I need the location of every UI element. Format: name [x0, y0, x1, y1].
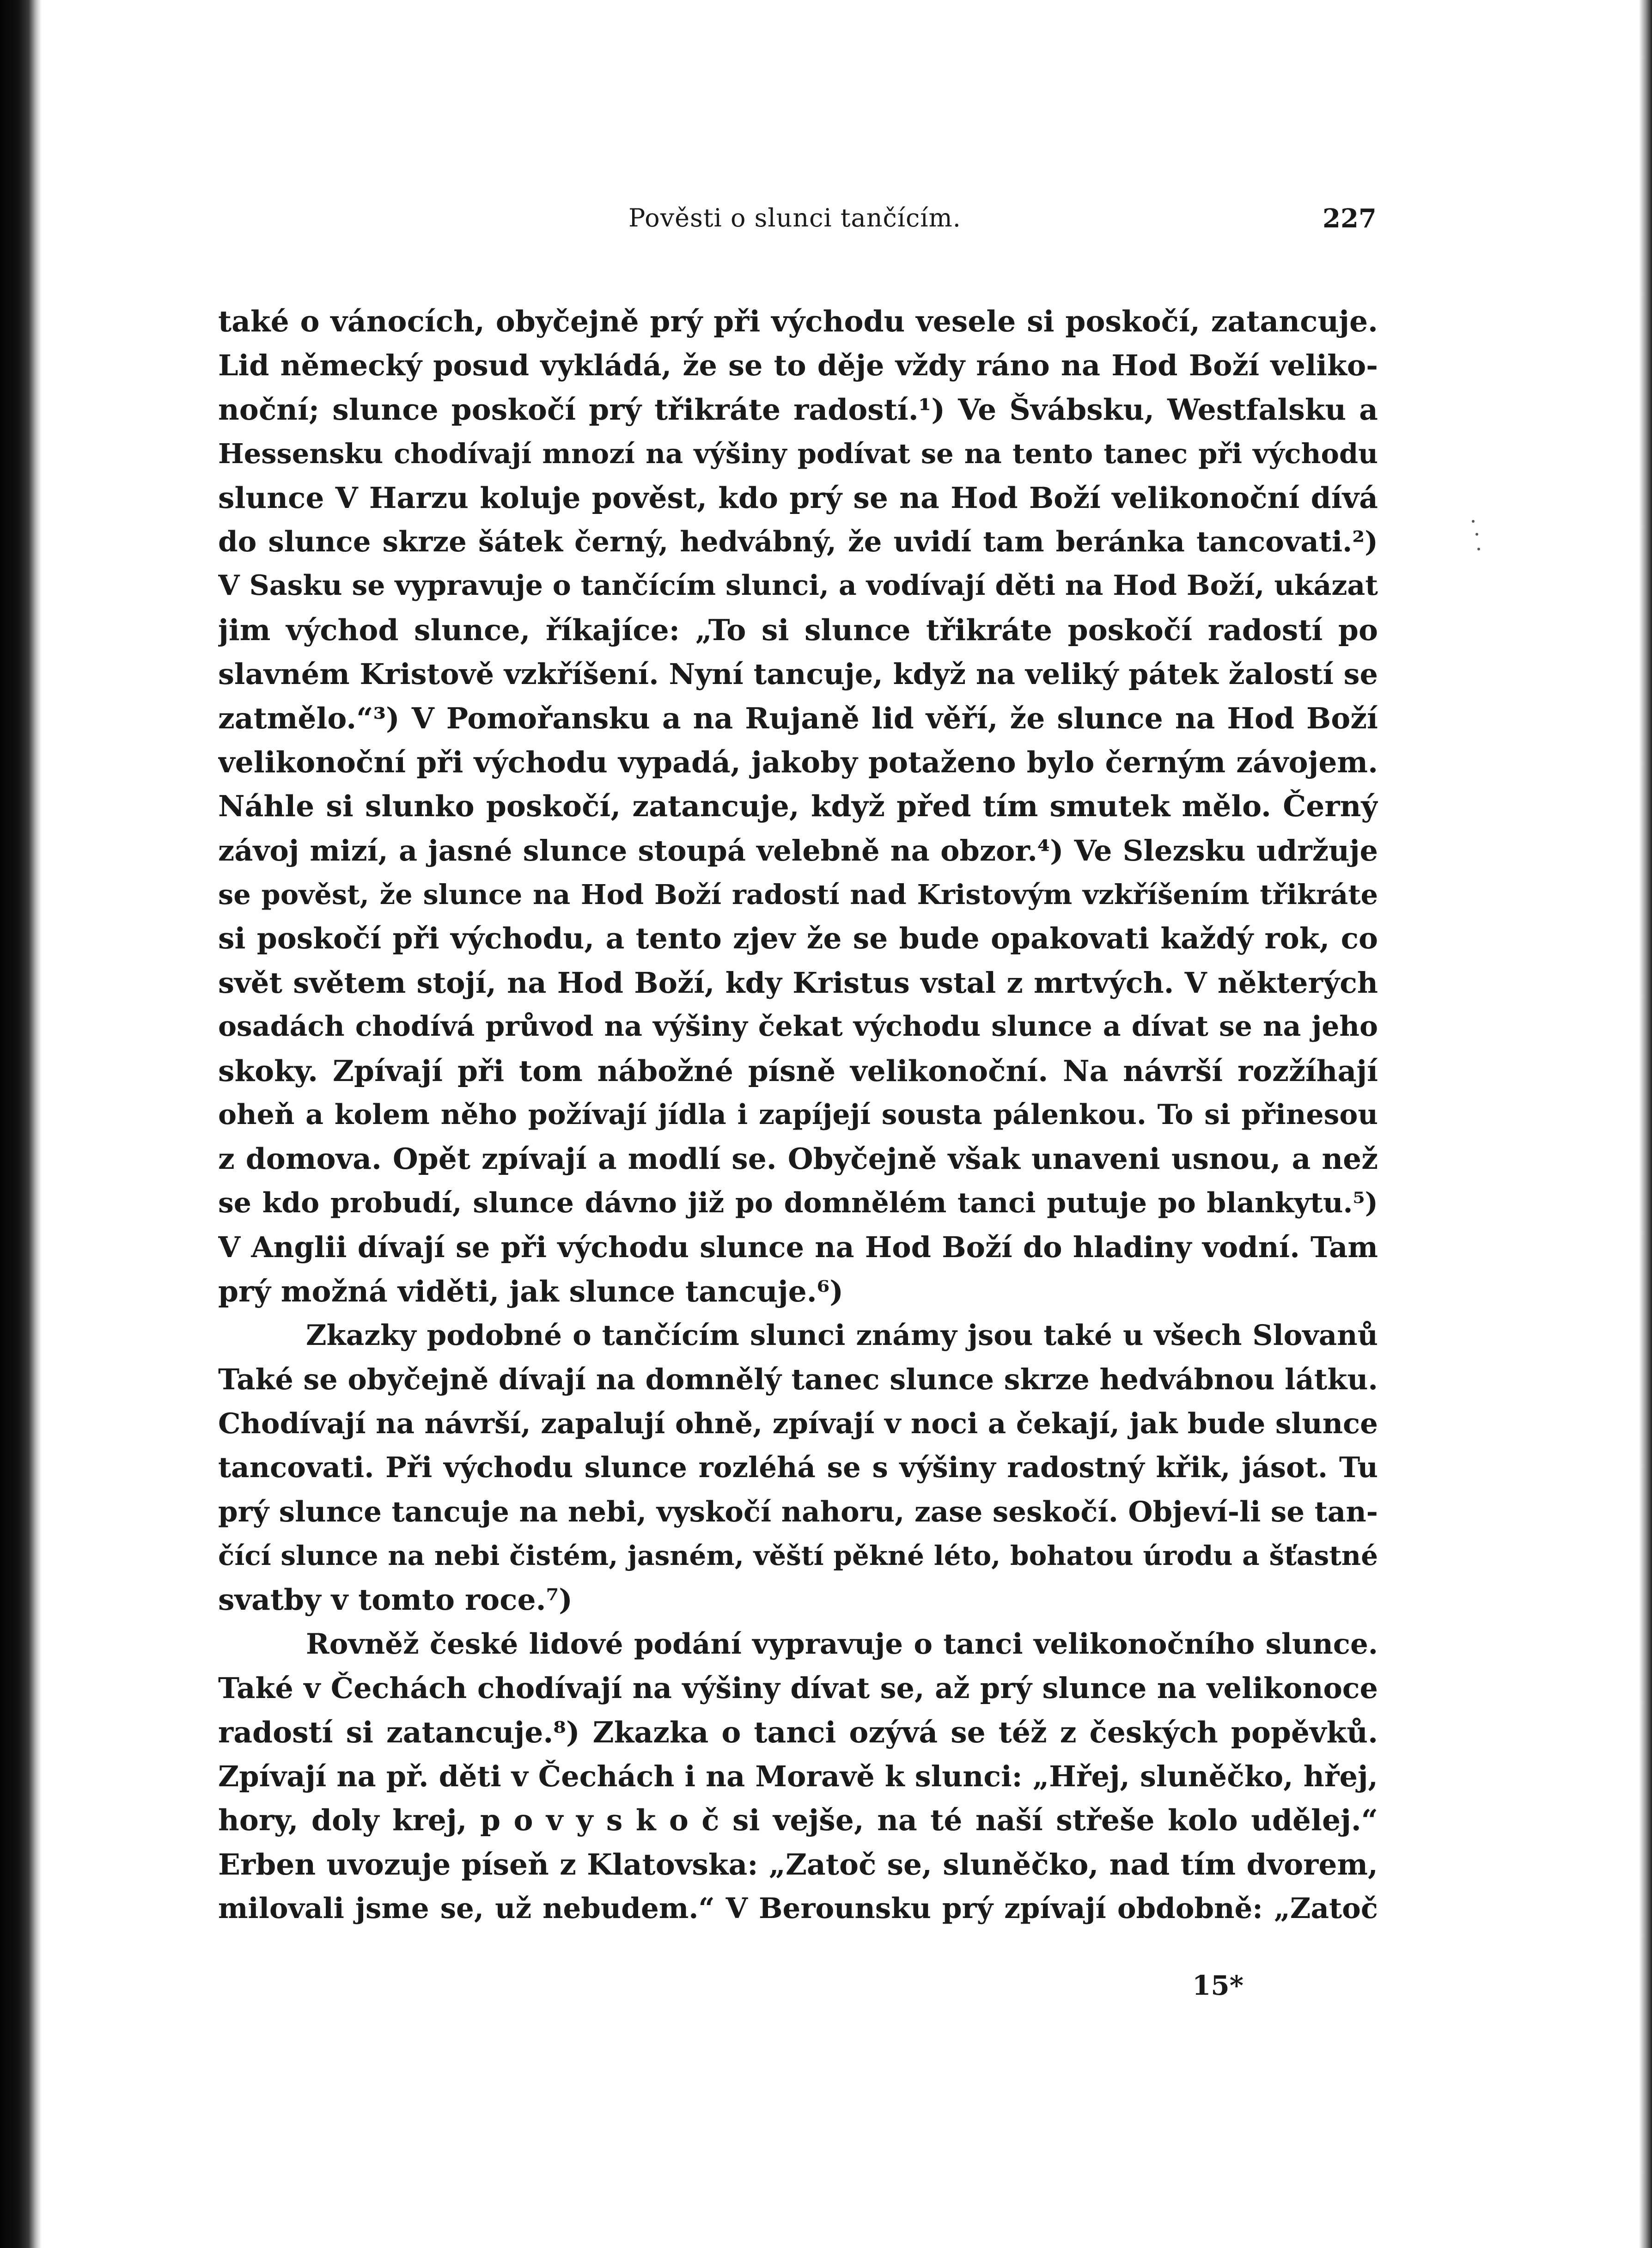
text-line: Lid německý posud vykládá, že se to děje vždy ráno na Hod Boží veliko- — [218, 348, 1378, 383]
text-line: Také se obyčejně dívají na domnělý tanec slunce skrze hedvábnou látku. — [218, 1362, 1378, 1397]
signature-mark: 15* — [1192, 1970, 1244, 2001]
text-line: noční; slunce poskočí prý třikráte radostí.¹) Ve Švábsku, Westfalsku a — [218, 392, 1378, 427]
text-line: jim východ slunce, říkajíce: „To si slunce třikráte poskočí radostí po — [218, 612, 1378, 647]
text-line: oheň a kolem něho požívají jídla i zapíjejí sousta pálenkou. To si přinesou — [218, 1099, 1378, 1131]
text-line: velikonoční při východu vypadá, jakoby potaženo bylo černým závojem. — [218, 745, 1378, 779]
text-line: svět světem stojí, na Hod Boží, kdy Kristus vstal z mrtvých. V některých — [218, 965, 1378, 1000]
text-line: Zkazky podobné o tančícím slunci známy jsou také u všech Slovanů — [306, 1319, 1378, 1352]
text-line: Hessensku chodívají mnozí na výšiny podívat se na tento tanec při východu — [218, 438, 1378, 470]
text-line: se kdo probudí, slunce dávno již po domnělém tanci putuje po blankytu.⁵) — [218, 1186, 1378, 1219]
page-number: 227 — [1323, 203, 1377, 234]
text-line: milovali jsme se, už nebudem.“ V Berounsku prý zpívají obdobně: „Zatoč — [218, 1892, 1378, 1925]
text-line: prý slunce tancuje na nebi, vyskočí nahoru, zase seskočí. Objeví-li se tan- — [218, 1495, 1378, 1528]
text-line: tancovati. Při východu slunce rozléhá se s výšiny radostný křik, jásot. Tu — [218, 1451, 1378, 1484]
page-edge-shadow — [1639, 0, 1652, 2248]
text-line: radostí si zatancuje.⁸) Zkazka o tanci ozývá se též z českých popěvků. — [218, 1715, 1378, 1749]
running-header — [0, 203, 1652, 245]
text-line: do slunce skrze šátek černý, hedvábný, že uvidí tam beránka tancovati.²) — [218, 525, 1378, 558]
text-line: svatby v tomto roce.⁷) — [218, 1582, 573, 1617]
body-text — [218, 299, 1378, 1930]
text-line: skoky. Zpívají při tom nábožné písně velikonoční. Na návrší rozžíhají — [218, 1053, 1378, 1088]
binding-edge-shadow — [0, 0, 42, 2248]
text-line: závoj mizí, a jasné slunce stoupá velebně na obzor.⁴) Ve Slezsku udržuje — [218, 833, 1378, 867]
text-line: si poskočí při východu, a tento zjev že se bude opakovati každý rok, co — [218, 921, 1378, 956]
text-line: Chodívají na návrší, zapalují ohně, zpívají v noci a čekají, jak bude slunce — [218, 1407, 1378, 1440]
text-line: Náhle si slunko poskočí, zatancuje, když před tím smutek mělo. Černý — [218, 789, 1378, 824]
text-line: Zpívají na př. děti v Čechách i na Moravě k slunci: „Hřej, sluněčko, hřej, — [218, 1759, 1378, 1793]
text-line: čící slunce na nebi čistém, jasném, věští pěkné léto, bohatou úrodu a šťastné — [218, 1539, 1378, 1571]
text-line: osadách chodívá průvod na výšiny čekat východu slunce a dívat se na jeho — [218, 1010, 1378, 1043]
text-line: V Anglii dívají se při východu slunce na Hod Boží do hladiny vodní. Tam — [218, 1230, 1378, 1264]
text-line: prý možná viděti, jak slunce tancuje.⁶) — [218, 1274, 844, 1308]
text-line: z domova. Opět zpívají a modlí se. Obyčejně však unaveni usnou, a než — [218, 1142, 1378, 1176]
text-line: Také v Čechách chodívají na výšiny dívat se, až prý slunce na velikonoce — [218, 1671, 1378, 1705]
text-line: V Sasku se vypravuje o tančícím slunci, a vodívají děti na Hod Boží, ukázat — [218, 569, 1378, 602]
text-line: hory, doly krej, p o v y s k o č si vejše, na té naší střeše kolo udělej.“ — [218, 1803, 1378, 1838]
text-line: slunce V Harzu koluje pověst, kdo prý se na Hod Boží velikonoční dívá — [218, 480, 1378, 515]
text-line: Rovněž české lidové podání vypravuje o tanci velikonočního slunce. — [306, 1627, 1378, 1661]
text-line: také o vánocích, obyčejně prý při východu vesele si poskočí, zatancuje. — [218, 304, 1378, 338]
scan-specks — [1472, 520, 1481, 557]
running-title: Pověsti o slunci tančícím. — [628, 203, 961, 232]
text-line: se pověst, že slunce na Hod Boží radostí nad Kristovým vzkříšením třikráte — [218, 879, 1378, 911]
text-line: zatmělo.“³) V Pomořansku a na Rujaně lid věří, že slunce na Hod Boží — [218, 701, 1378, 735]
text-line: slavném Kristově vzkříšení. Nyní tancuje, když na veliký pátek žalostí se — [218, 657, 1378, 691]
text-line: Erben uvozuje píseň z Klatovska: „Zatoč se, sluněčko, nad tím dvorem, — [218, 1847, 1378, 1881]
